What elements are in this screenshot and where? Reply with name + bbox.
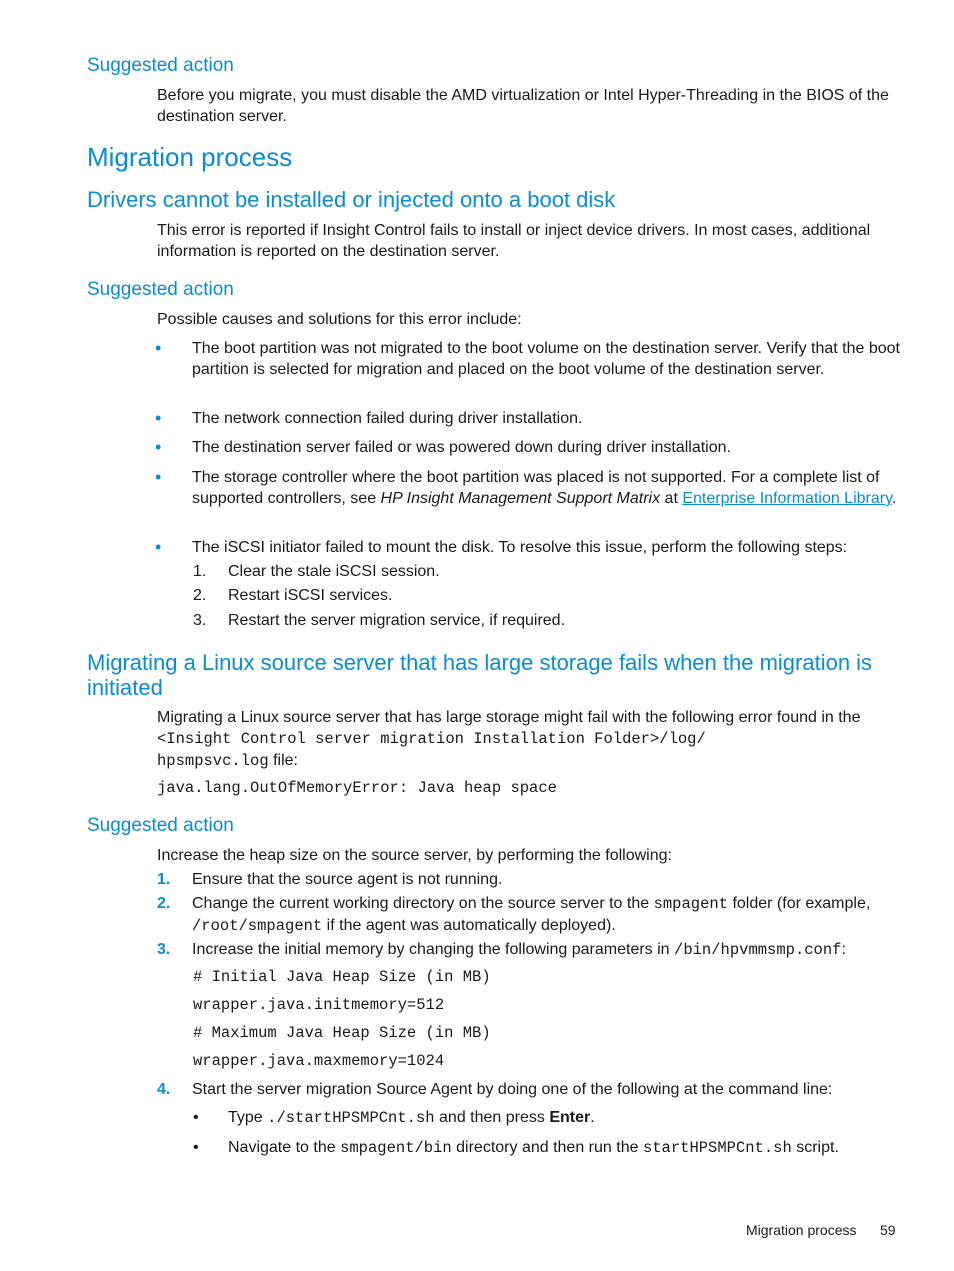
cause-server-failed: The destination server failed or was powered down during driver installation.: [192, 439, 731, 456]
causes-intro: Possible causes and solutions for this error include:: [157, 311, 522, 328]
enterprise-library-link[interactable]: Enterprise Information Library: [682, 490, 892, 507]
step-number: 1.: [193, 563, 207, 580]
bios-paragraph: Before you migrate, you must disable the AMD virtualization or Intel Hyper-Threading in the BIOS of the destination server.: [157, 87, 889, 125]
footer-section: Migration process: [746, 1222, 857, 1238]
bullet-marker: •: [155, 467, 162, 487]
code-line: # Maximum Java Heap Size (in MB): [193, 1024, 491, 1042]
heap-intro: Increase the heap size on the source server, by performing the following:: [157, 847, 672, 864]
iscsi-step-3: Restart the server migration service, if required.: [228, 612, 566, 629]
linux-heading: Migrating a Linux source server that has large storage fails when the migration is initiated: [87, 650, 873, 700]
iscsi-step-2: Restart iSCSI services.: [228, 587, 393, 604]
step3-text-b: :: [841, 941, 846, 958]
migration-process-title: Migration process: [87, 142, 293, 172]
storage-text-b: at: [660, 490, 683, 507]
step-number: 1.: [157, 871, 171, 888]
suggested-action-heading-1: Suggested action: [87, 55, 234, 76]
cause-network: The network connection failed during driver installation.: [192, 410, 583, 427]
code-line: wrapper.java.maxmemory=1024: [193, 1052, 445, 1070]
iscsi-step-1: Clear the stale iSCSI session.: [228, 563, 440, 580]
bullet-marker: •: [155, 437, 162, 457]
step-number: 2.: [157, 895, 171, 912]
start-script-code: ./startHPSMPCnt.sh: [267, 1109, 435, 1127]
error-message: java.lang.OutOfMemoryError: Java heap space: [157, 779, 557, 797]
step-number: 3.: [157, 941, 171, 958]
support-matrix-title: HP Insight Management Support Matrix: [380, 490, 661, 507]
sub1-text-b: and then press: [434, 1109, 550, 1126]
sub-option-navigate: [228, 1137, 908, 1159]
storage-text-c: .: [891, 490, 897, 507]
suggested-action-heading-3: Suggested action: [87, 815, 234, 836]
smpagent-code: smpagent: [653, 895, 728, 913]
cause-boot-partition: The boot partition was not migrated to the boot volume on the destination server. Verify that the boot partition is selected for migration and placed on the boot volume of the destination server.: [192, 340, 900, 378]
step2-text-a: Change the current working directory on the source server to the: [192, 895, 654, 912]
step2-text-b: folder (for example,: [728, 895, 871, 912]
heap-step-1: Ensure that the source agent is not running.: [192, 871, 503, 888]
drivers-paragraph: This error is reported if Insight Control fails to install or inject device drivers. In most cases, additional information is reported on the destination server.: [157, 222, 871, 260]
bullet-marker: •: [155, 408, 162, 428]
step3-text-a: Increase the initial memory by changing the following parameters in: [192, 941, 675, 958]
linux-paragraph: [157, 707, 902, 772]
log-path-1: <Insight Control server migration Installation Folder>/log/: [157, 730, 706, 748]
code-line: wrapper.java.initmemory=512: [193, 996, 445, 1014]
bullet-marker: •: [155, 338, 162, 358]
sub2-text-c: script.: [791, 1139, 839, 1156]
bullet-marker: •: [155, 537, 162, 557]
cause-storage-controller: [192, 467, 902, 509]
step-number: 3.: [193, 612, 207, 629]
root-smpagent-code: /root/smpagent: [192, 917, 323, 935]
storage-text-a: The storage controller where the boot partition was placed is not supported. For a complete list of supported controllers, see: [192, 469, 880, 507]
linux-text-b: file:: [268, 752, 298, 769]
sub1-text-c: .: [590, 1109, 595, 1126]
step2-text-c: if the agent was automatically deployed).: [322, 917, 616, 934]
log-path-2: hpsmpsvc.log: [157, 752, 269, 770]
bullet-marker: •: [193, 1139, 199, 1156]
cause-iscsi: The iSCSI initiator failed to mount the disk. To resolve this issue, perform the following steps:: [192, 539, 848, 556]
bin-dir-code: smpagent/bin: [340, 1139, 452, 1157]
conf-path-code: /bin/hpvmmsmp.conf: [674, 941, 842, 959]
enter-key: Enter: [549, 1109, 591, 1126]
step-number: 4.: [157, 1081, 171, 1098]
code-line: # Initial Java Heap Size (in MB): [193, 968, 491, 986]
linux-text-a: Migrating a Linux source server that has large storage might fail with the following error found in the: [157, 709, 861, 726]
heap-step-4: Start the server migration Source Agent by doing one of the following at the command line:: [192, 1081, 833, 1098]
sub1-text-a: Type: [228, 1109, 268, 1126]
bullet-marker: •: [193, 1109, 199, 1126]
drivers-heading: Drivers cannot be installed or injected onto a boot disk: [87, 187, 616, 212]
heap-step-3: [192, 939, 902, 961]
heap-step-2: [192, 893, 902, 937]
page-number: 59: [880, 1222, 896, 1238]
sub2-text-a: Navigate to the: [228, 1139, 341, 1156]
step-number: 2.: [193, 587, 207, 604]
suggested-action-heading-2: Suggested action: [87, 279, 234, 300]
script-name-code: startHPSMPCnt.sh: [642, 1139, 792, 1157]
sub2-text-b: directory and then run the: [451, 1139, 643, 1156]
sub-option-type: [228, 1107, 908, 1129]
